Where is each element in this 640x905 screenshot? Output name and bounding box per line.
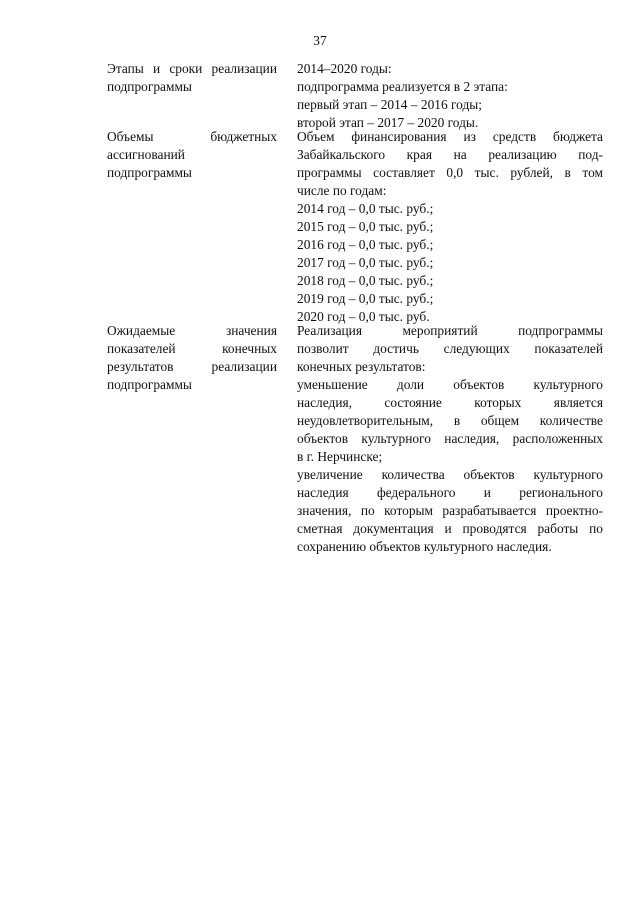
value-line: подпрограмма реализуется в 2 этапа:: [297, 79, 508, 94]
page-number: 37: [313, 33, 327, 48]
value-line: Объем финансирования из средств бюджета: [297, 129, 603, 144]
row-value: [297, 60, 603, 132]
label-line: подпрограммы: [107, 377, 192, 392]
row-value: [297, 322, 603, 556]
value-line: 2014–2020 годы:: [297, 61, 392, 76]
label-line: подпрограммы: [107, 79, 192, 94]
row-label: [107, 60, 277, 96]
value-line: конечных результатов:: [297, 359, 426, 374]
value-line: 2016 год – 0,0 тыс. руб.;: [297, 237, 434, 252]
value-line: наследия федерального и регионального: [297, 485, 603, 500]
value-line: сохранению объектов культурного наследия.: [297, 539, 552, 554]
value-line: числе по годам:: [297, 183, 387, 198]
value-line: 2020 год – 0,0 тыс. руб.: [297, 309, 430, 324]
value-line: программы составляет 0,0 тыс. рублей, в том: [297, 165, 603, 180]
value-line: уменьшение доли объектов культурного: [297, 377, 603, 392]
label-line: результатов реализации: [107, 359, 277, 374]
value-line: 2017 год – 0,0 тыс. руб.;: [297, 255, 434, 270]
value-line: увеличение количества объектов культурного: [297, 467, 603, 482]
row-expected-results: [107, 322, 603, 556]
value-line: в г. Нерчинске;: [297, 449, 383, 464]
value-line: сметная документация и проводятся работы по: [297, 521, 603, 536]
value-line: позволит достичь следующих показателей: [297, 341, 603, 356]
row-label: [107, 322, 277, 394]
row-label: [107, 128, 277, 182]
value-line: 2019 год – 0,0 тыс. руб.;: [297, 291, 434, 306]
value-line: 2014 год – 0,0 тыс. руб.;: [297, 201, 434, 216]
value-line: первый этап – 2014 – 2016 годы;: [297, 97, 483, 112]
value-line: Забайкальского края на реализацию под-: [297, 147, 603, 162]
value-line: второй этап – 2017 – 2020 годы.: [297, 115, 479, 130]
label-line: Этапы и сроки реализации: [107, 61, 277, 76]
value-line: значения, по которым разрабатывается проектно-: [297, 503, 603, 518]
value-line: 2018 год – 0,0 тыс. руб.;: [297, 273, 434, 288]
row-budget-allocations: [107, 128, 603, 326]
label-line: ассигнований: [107, 147, 185, 162]
row-value: [297, 128, 603, 326]
value-line: неудовлетворительным, в общем количестве: [297, 413, 603, 428]
row-stages-and-terms: [107, 60, 603, 132]
value-line: объектов культурного наследия, расположенных: [297, 431, 603, 446]
label-line: показателей конечных: [107, 341, 277, 356]
label-line: Объемы бюджетных: [107, 129, 277, 144]
value-line: наследия, состояние которых является: [297, 395, 603, 410]
value-line: Реализация мероприятий подпрограммы: [297, 323, 603, 338]
label-line: подпрограммы: [107, 165, 192, 180]
value-line: 2015 год – 0,0 тыс. руб.;: [297, 219, 434, 234]
label-line: Ожидаемые значения: [107, 323, 277, 338]
